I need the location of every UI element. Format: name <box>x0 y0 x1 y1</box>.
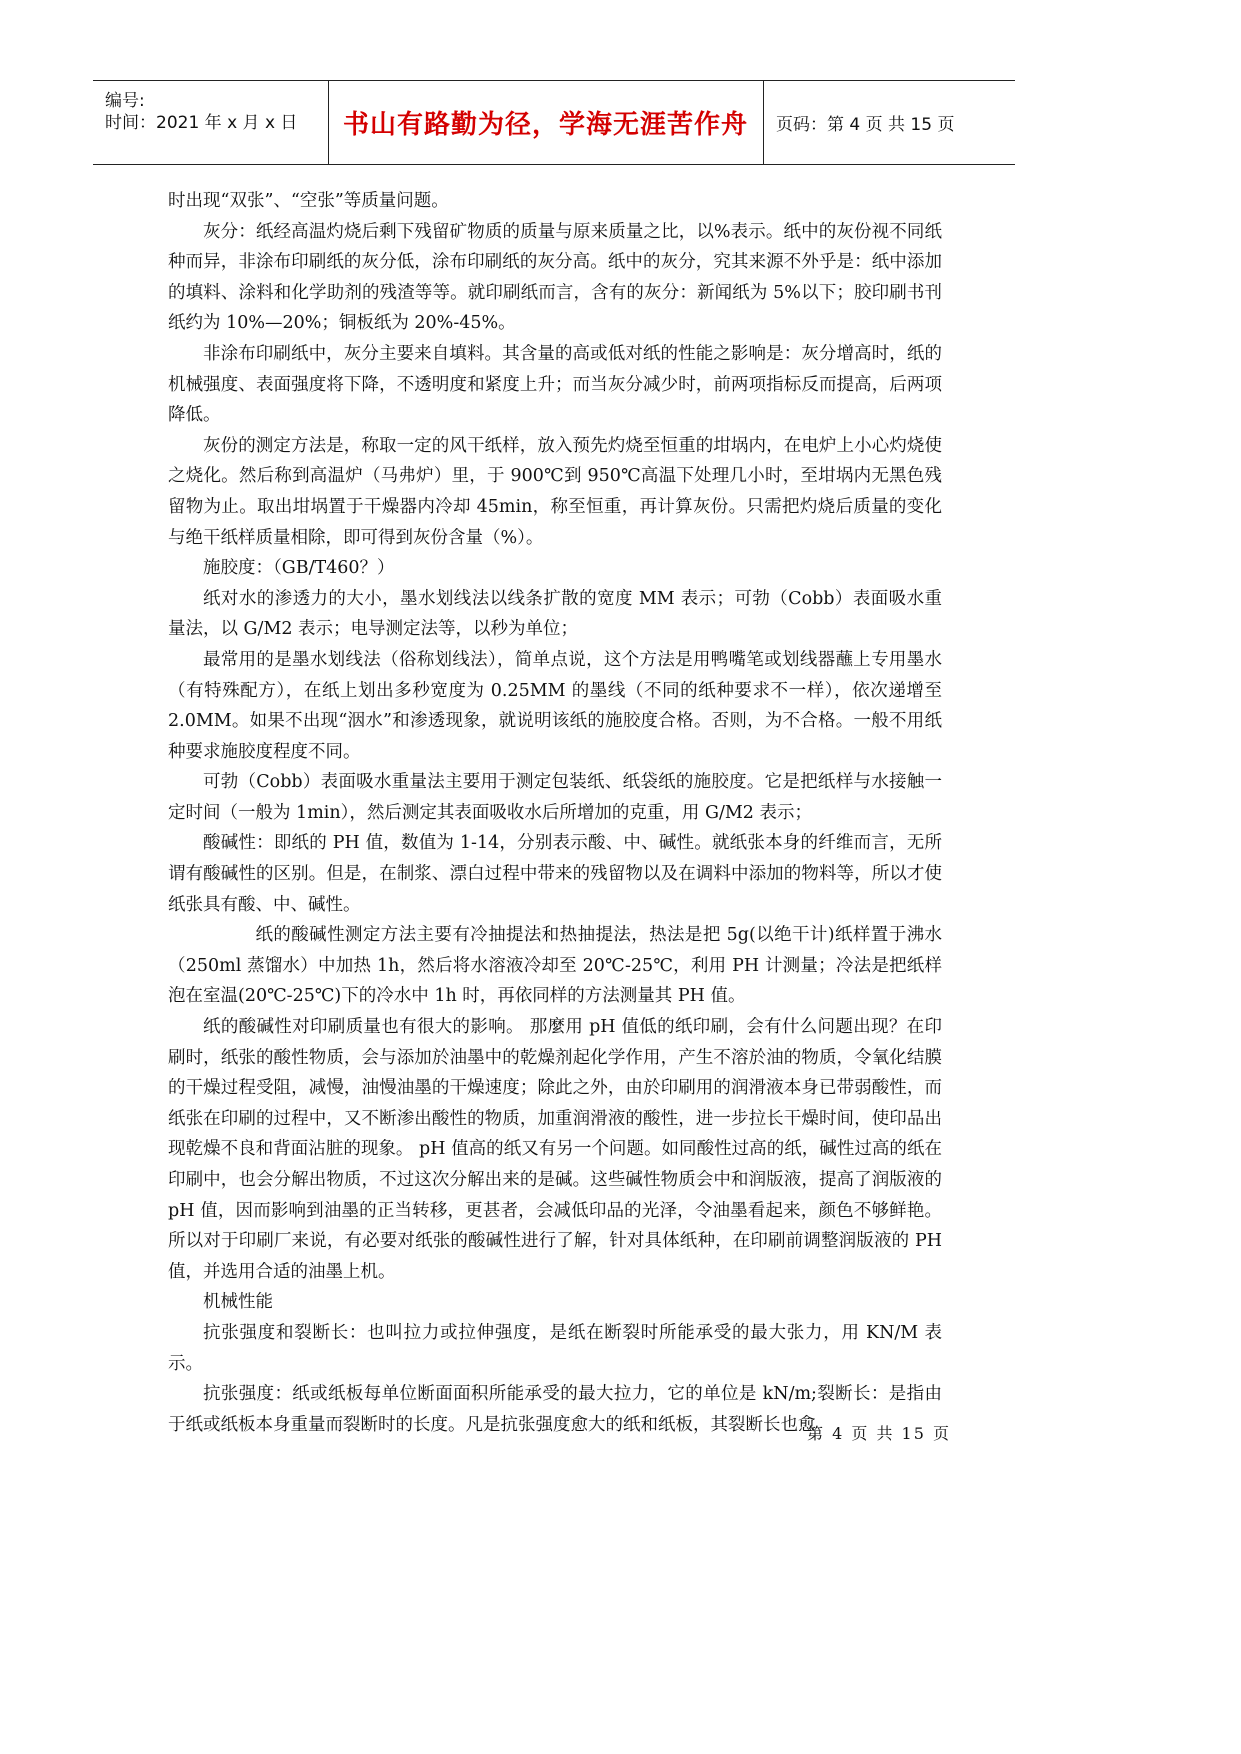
paragraph-continuation: 时出现“双张”、“空张”等质量问题。 <box>168 191 449 211</box>
header-motto-cell <box>328 81 764 164</box>
paragraph-ash-method: 灰份的测定方法是，称取一定的风干纸样，放入预先灼烧至恒重的坩埚内，在电炉上小心灼烧使之烧化。然后称到高温炉（马弗炉）里，于 900℃到 950℃高温下处理几小时，至坩埚内无黑色残留物为止。取出坩埚置于干燥器内冷却 45min，称至恒重，再计算灰份。只需把灼烧后质量的变化与绝干纸样质量相除，即可得到灰份含量（%）。 <box>168 435 942 548</box>
paragraph-acidity-definition: 酸碱性：即纸的 PH 值，数值为 1-14，分别表示酸、中、碱性。就纸张本身的纤维而言，无所谓有酸碱性的区别。但是，在制浆、漂白过程中带来的残留物以及在调料中添加的物料等，所以才使纸张具有酸、中、碱性。 <box>168 833 942 915</box>
header-page-cell <box>764 81 1015 164</box>
page-header <box>93 80 1015 165</box>
paragraph-acidity-method: 纸的酸碱性测定方法主要有冷抽提法和热抽提法，热法是把 5g(以绝干计)纸样置于沸水（250ml 蒸馏水）中加热 1h，然后将水溶液冷却至 20℃-25℃，利用 PH 计测量；冷法是把纸样泡在室温(20℃-25℃)下的冷水中 1h 时，再依同样的方法测量其 PH 值。 <box>168 925 942 1007</box>
header-meta-cell <box>93 81 329 164</box>
paragraph-tensile-strength: 抗张强度：纸或纸板每单位断面面积所能承受的最大拉力，它的单位是 kN/m;裂断长：是指由于纸或纸板本身重量而裂断时的长度。凡是抗张强度愈大的纸和纸板，其裂断长也愈 <box>168 1384 942 1435</box>
page-footer: 第 4 页 共 15 页 <box>807 1424 951 1443</box>
paragraph-ash-definition: 灰分：纸经高温灼烧后剩下残留矿物质的质量与原来质量之比，以%表示。纸中的灰份视不同纸种而异，非涂布印刷纸的灰分低，涂布印刷纸的灰分高。纸中的灰分，究其来源不外乎是：纸中添加的填料、涂料和化学助剂的残渣等等。就印刷纸而言，含有的灰分：新闻纸为 5%以下；胶印刷书刊纸约为 10%—20%；铜板纸为 20%-45%。 <box>168 221 942 334</box>
paragraph-mechanical-heading: 机械性能 <box>203 1292 273 1313</box>
document-number-label: 编号: <box>105 91 145 111</box>
paragraph-ink-line-method: 最常用的是墨水划线法（俗称划线法），简单点说，这个方法是用鸭嘴笔或划线器蘸上专用墨水（有特殊配方），在纸上划出多秒宽度为 0.25MM 的墨线（不同的纸种要求不一样），依次递增至 2.0MM。如果不出现“洇水”和渗透现象，就说明该纸的施胶度合格。否则，为不合格。一般不用纸种要求施胶度程度不同。 <box>168 649 942 762</box>
paragraph-acidity-printing: 纸的酸碱性对印刷质量也有很大的影响。 那麼用 pH 值低的纸印刷，会有什么问题出现？在印刷时，纸张的酸性物质，会与添加於油墨中的乾燥剂起化学作用，产生不溶於油的物质，令氧化结膜的干燥过程受阻，减慢，油慢油墨的干燥速度；除此之外，由於印刷用的润滑液本身已带弱酸性，而纸张在印刷的过程中，又不断渗出酸性的物质，加重润滑液的酸性，进一步拉长干燥时间，使印品出现乾燥不良和背面沾脏的现象。 pH 值高的纸又有另一个问题。如同酸性过高的纸，碱性过高的纸在印刷中，也会分解出物质，不过这次分解出来的是碱。这些碱性物质会中和润版液，提高了润版液的 pH 值，因而影响到油墨的正当转移，更甚者，会减低印品的光泽，令油墨看起来，颜色不够鲜艳。 所以对于印刷厂来说，有必要对纸张的酸碱性进行了解，针对具体纸种，在印刷前调整润版液的 PH 值，并选用合适的油墨上机。 <box>168 1017 942 1282</box>
paragraph-sizing-measures: 纸对水的渗透力的大小，墨水划线法以线条扩散的宽度 MM 表示；可勃（Cobb）表面吸水重量法，以 G/M2 表示；电导测定法等，以秒为单位； <box>168 588 942 640</box>
paragraph-ash-effects: 非涂布印刷纸中，灰分主要来自填料。其含量的高或低对纸的性能之影响是：灰分增高时，纸的机械强度、表面强度将下降，不透明度和紧度上升；而当灰分减少时，前两项指标反而提高，后两项降低。 <box>168 343 942 426</box>
document-body <box>168 186 942 1440</box>
paragraph-sizing-heading: 施胶度：（GB/T460？） <box>203 558 395 579</box>
paragraph-tensile-definition: 抗张强度和裂断长：也叫拉力或拉伸强度，是纸在断裂时所能承受的最大张力，用 KN/M 表示。 <box>168 1322 942 1374</box>
header-motto: 书山有路勤为径，学海无涯苦作舟 <box>342 110 748 140</box>
document-time-label: 时间：2021 年 x 月 x 日 <box>105 113 298 133</box>
header-page-number: 页码：第 4 页 共 15 页 <box>776 115 955 135</box>
paragraph-cobb-method: 可勃（Cobb）表面吸水重量法主要用于测定包装纸、纸袋纸的施胶度。它是把纸样与水接触一定时间（一般为 1min），然后测定其表面吸收水后所增加的克重，用 G/M2 表示； <box>168 772 942 823</box>
